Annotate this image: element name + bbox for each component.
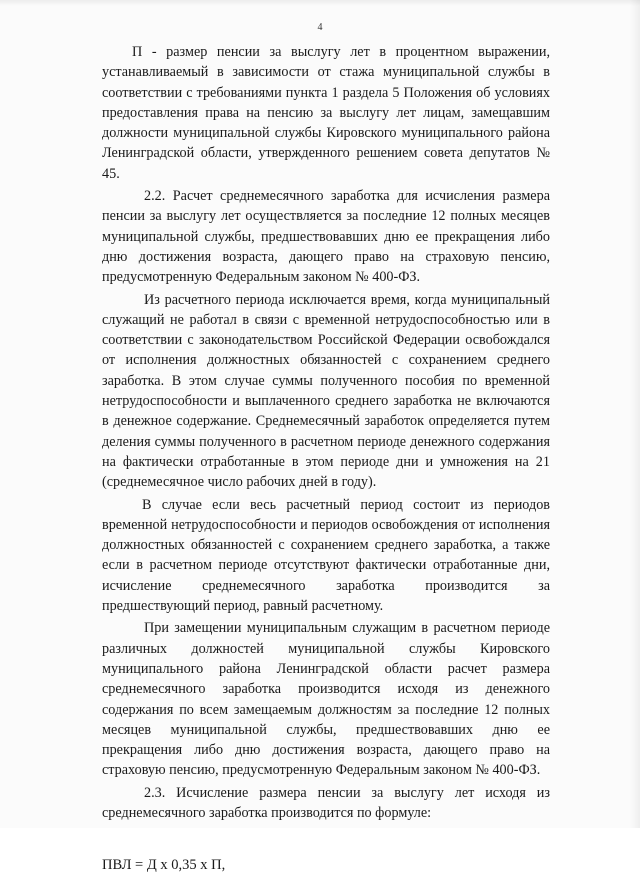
paragraph-various-positions: При замещении муниципальным служащим в расчетном периоде различных должностей муниципальной службы Кировского муниципального района Ленинградской области расчет размера среднемесячного заработка производится исходя из денежного содержания по всем замещаемым должностям за последние 12 полных месяцев муниципальной службы, предшествовавших дню ее прекращения либо дню достижения возраста, дающего право на страховую пенсию, предусмотренную Федеральным законом № 400-ФЗ. [102,620,550,779]
document-body [102,42,550,876]
paragraph-excluded-time: Из расчетного периода исключается время, когда муниципальный служащий не работал в связи с временной нетрудоспособностью или в соответствии с законодательством Российской Федерации освобождался от исполнения должностных обязанностей с сохранением среднего заработка. В этом случае суммы полученного пособия по временной нетрудоспособности и выплаченного среднего заработка не включаются в денежное содержание. Среднемесячный заработок определяется путем деления суммы полученного в расчетном периоде денежного содержания на фактически отработанные в этом периоде дни и умножения на 21 (среднемесячное число рабочих дней в году). [102,291,550,491]
scan-edge-shadow [630,0,640,828]
page-number: 4 [317,22,323,33]
scan-top-shadow [0,0,640,6]
paragraph-2-2: 2.2. Расчет среднемесячного заработка для исчисления размера пенсии за выслугу лет осуществляется за последние 12 полных месяцев муниципальной службы, предшествовавших дню ее прекращения либо дню достижения возраста, дающего право на страховую пенсию, предусмотренную Федеральным законом № 400-ФЗ. [102,188,550,286]
paragraph-whole-period-case: В случае если весь расчетный период состоит из периодов временной нетрудоспособности и периодов освобождения от исполнения должностных обязанностей с сохранением среднего заработка, а также если в расчетном периоде отсутствуют фактически отработанные дни, исчисление среднемесячного заработка производится за предшествующий период, равный расчетному. [102,496,550,615]
paragraph-2-3: 2.3. Исчисление размера пенсии за выслугу лет исходя из среднемесячного заработка производится по формуле: [102,784,550,821]
pension-formula: ПВЛ = Д х 0,35 х П, [102,857,226,874]
paragraph-p-definition: П - размер пенсии за выслугу лет в процентном выражении, устанавливаемый в зависимости от стажа муниципальной службы в соответствии с требованиями пункта 1 раздела 5 Положения об условиях предоставления права на пенсию за выслугу лет лицам, замещавшим должности муниципальной службы Кировского муниципального района Ленинградской области, утвержденного решением совета депутатов № 45. [102,44,550,182]
